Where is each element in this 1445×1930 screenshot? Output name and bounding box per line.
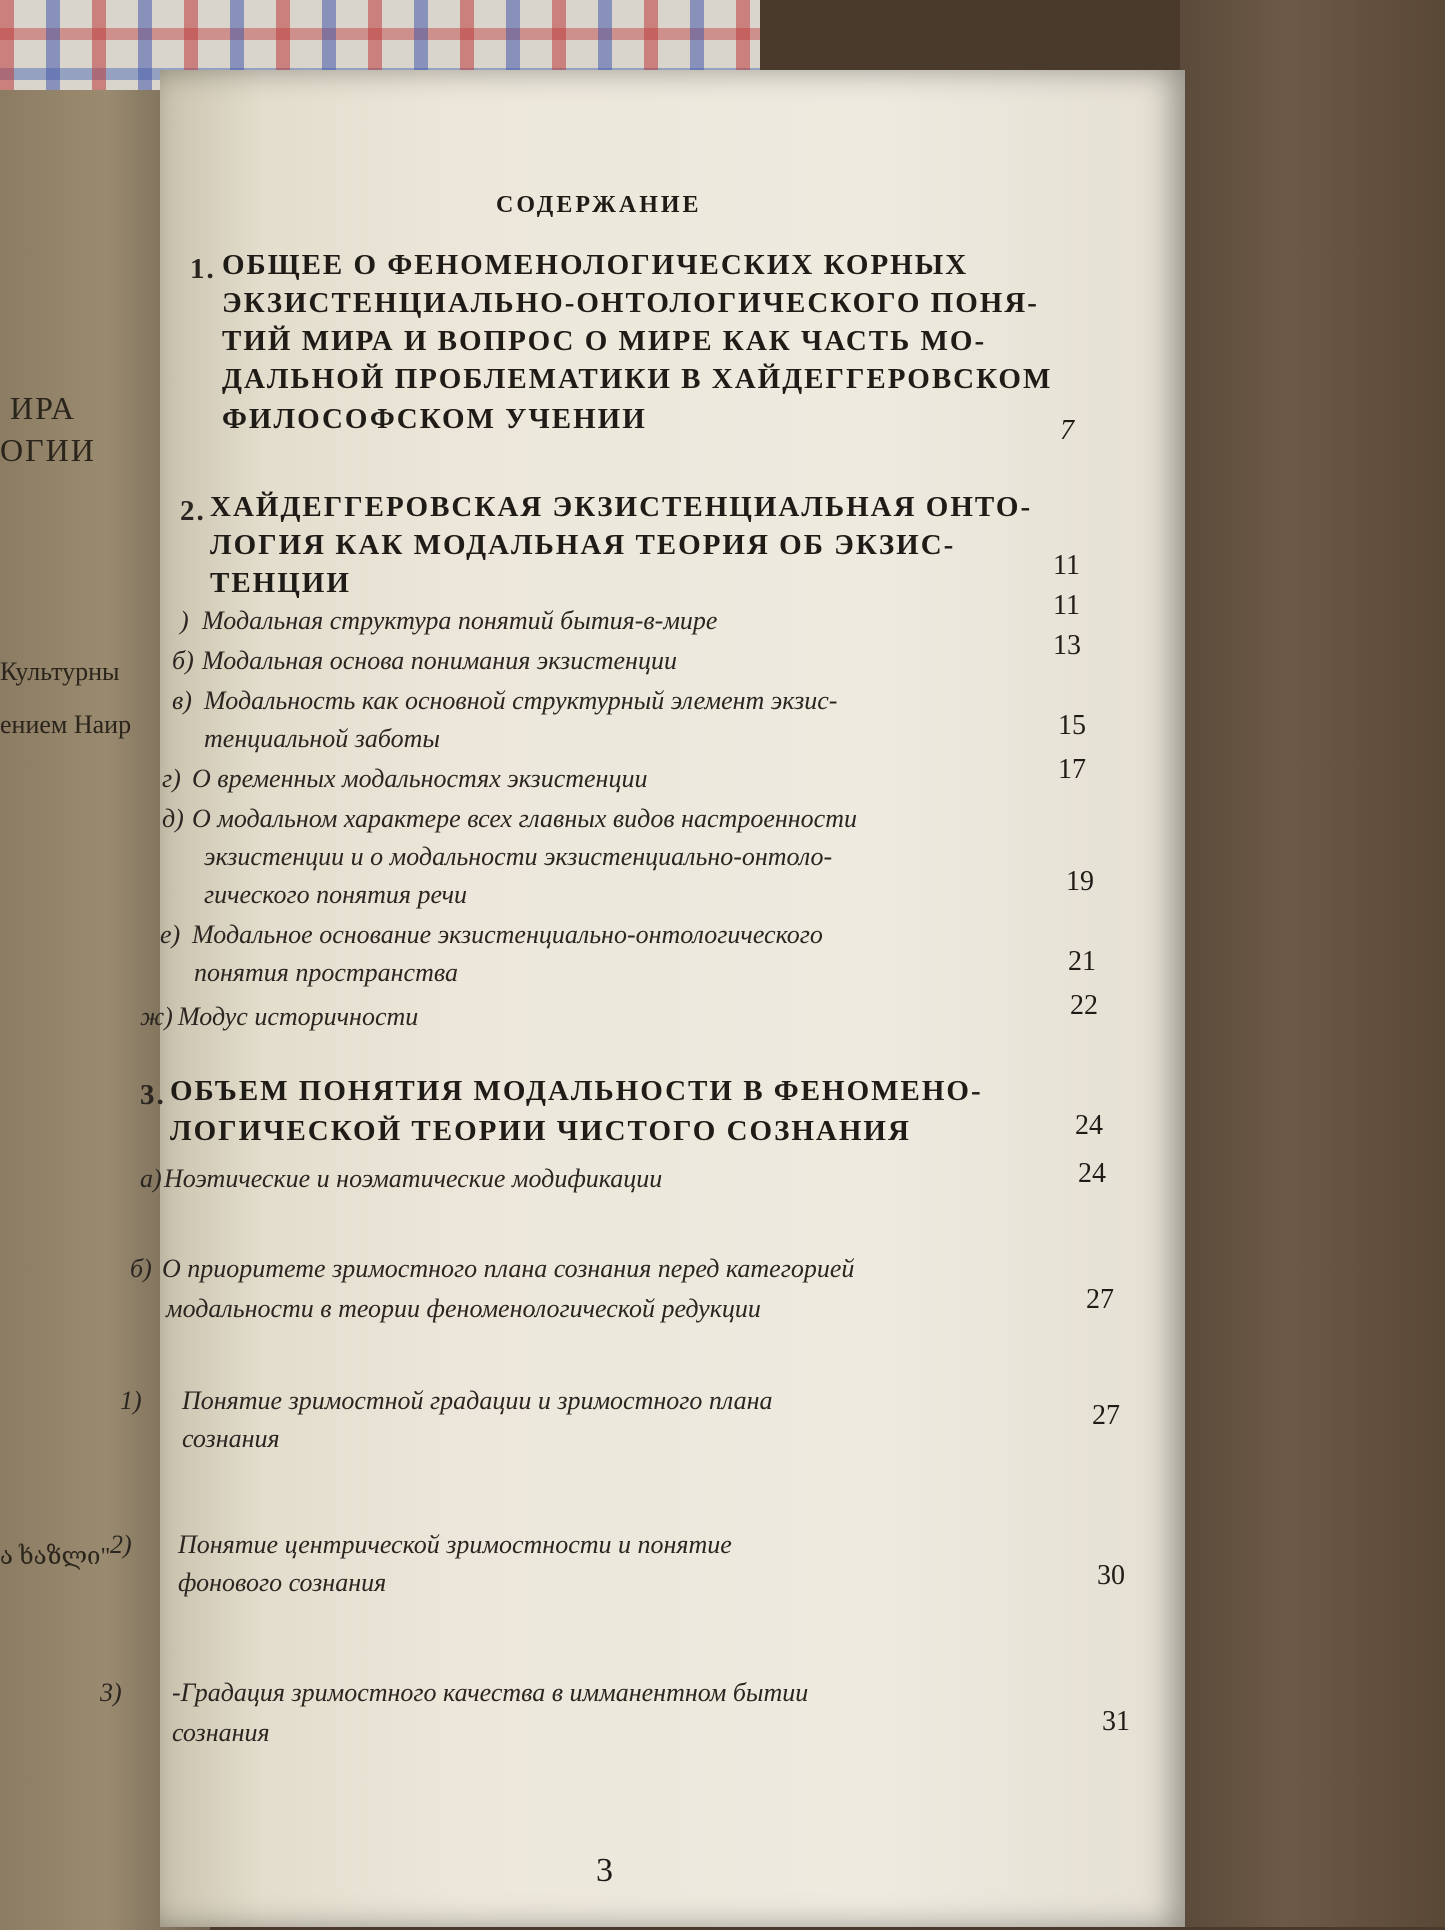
page-number: 11 (1053, 550, 1080, 581)
item-marker: б) (130, 1254, 152, 1283)
page-number: 19 (1066, 866, 1094, 897)
item-marker: а) (140, 1164, 162, 1193)
item-marker: 3) (100, 1678, 122, 1707)
page-number: 11 (1053, 590, 1080, 621)
item-marker: г) (162, 764, 181, 793)
toc-item-line: -Градация зримостного качества в имманентном бытии (172, 1678, 809, 1707)
page-number: 21 (1068, 946, 1096, 977)
toc-item-line: сознания (172, 1718, 270, 1747)
page-number: 22 (1070, 990, 1098, 1021)
toc-page (100, 70, 1185, 1927)
section-marker: 1. (190, 253, 216, 285)
left-page-fragment: ОГИИ (0, 432, 96, 468)
section-marker: 2. (180, 495, 206, 527)
item-marker: е) (160, 920, 181, 949)
section-heading-line: ОБЪЕМ ПОНЯТИЯ МОДАЛЬНОСТИ В ФЕНОМЕНО- (170, 1075, 983, 1107)
toc-item-line: Понятие центрической зримостности и понятие (178, 1530, 732, 1559)
toc-item-line: О приоритете зримостного плана сознания перед категорией (162, 1254, 855, 1283)
toc-item-line: Модальное основание экзистенциально-онтологического (192, 920, 823, 949)
toc-item-line: Модальная основа понимания экзистенции (202, 646, 677, 675)
section-heading-line: ЭКЗИСТЕНЦИАЛЬНО-ОНТОЛОГИЧЕСКОГО ПОНЯ- (222, 287, 1039, 319)
section-heading-line: ТЕНЦИИ (210, 567, 351, 599)
page-number: 13 (1053, 630, 1081, 661)
page-number: 17 (1058, 754, 1086, 785)
toc-item-line: тенциальной заботы (204, 724, 441, 753)
toc-item-line: О временных модальностях экзистенции (192, 764, 648, 793)
toc-item-line: Модальность как основной структурный элемент экзис- (204, 686, 838, 715)
toc-item-line: фонового сознания (178, 1568, 387, 1597)
page-number: 24 (1075, 1110, 1103, 1141)
page-footer-number: 3 (596, 1852, 613, 1889)
toc-item-line: Модальная структура понятий бытия-в-мире (202, 606, 718, 635)
toc-item-line: сознания (182, 1424, 280, 1453)
page-number: 27 (1086, 1284, 1114, 1315)
background-table (1180, 0, 1445, 1927)
section-heading-line: ДАЛЬНОЙ ПРОБЛЕМАТИКИ В ХАЙДЕГГЕРОВСКОМ (222, 363, 1053, 395)
section-heading-line: ТИЙ МИРА И ВОПРОС О МИРЕ КАК ЧАСТЬ МО- (222, 325, 987, 357)
item-marker: ) (180, 606, 189, 635)
page-number: 27 (1092, 1400, 1120, 1431)
section-heading-line: ОБЩЕЕ О ФЕНОМЕНОЛОГИЧЕСКИХ КОРНЫХ (222, 249, 969, 281)
left-page-fragment: ა ხაზლი" (0, 1544, 111, 1570)
toc-item-line: модальности в теории феноменологической редукции (166, 1294, 761, 1323)
left-page-fragment: ИРА (10, 390, 76, 426)
toc-item-line: Модус историчности (178, 1002, 419, 1031)
page-number: 7 (1060, 415, 1074, 446)
toc-item-line: Понятие зримостной градации и зримостного плана (182, 1386, 773, 1415)
section-heading-line: ХАЙДЕГГЕРОВСКАЯ ЭКЗИСТЕНЦИАЛЬНАЯ ОНТО- (210, 491, 1033, 523)
item-marker: в) (172, 686, 192, 715)
page-number: 31 (1102, 1706, 1130, 1737)
item-marker: б) (172, 646, 194, 675)
item-marker: ж) (140, 1002, 173, 1031)
left-page-fragment: Культурны (0, 657, 120, 686)
toc-item-line: понятия пространства (194, 958, 458, 987)
toc-item-line: гического понятия речи (204, 880, 468, 909)
page-number: 15 (1058, 710, 1086, 741)
section-heading-line: ФИЛОСОФСКОМ УЧЕНИИ (222, 403, 647, 435)
section-marker: 3. (140, 1079, 166, 1111)
section-heading-line: ЛОГИЯ КАК МОДАЛЬНАЯ ТЕОРИЯ ОБ ЭКЗИС- (210, 529, 956, 561)
item-marker: 2) (110, 1530, 132, 1559)
left-page-fragment: ением Наир (0, 710, 132, 739)
item-marker: д) (162, 804, 184, 833)
page-number: 30 (1097, 1560, 1125, 1591)
toc-item-line: О модальном характере всех главных видов настроенности (192, 804, 857, 833)
toc-item-line: Ноэтические и ноэматические модификации (164, 1164, 663, 1193)
item-marker: 1) (120, 1386, 142, 1415)
section-heading-line: ЛОГИЧЕСКОЙ ТЕОРИИ ЧИСТОГО СОЗНАНИЯ (170, 1115, 911, 1147)
toc-item-line: экзистенции и о модальности экзистенциально-онтоло- (204, 842, 833, 871)
page-number: 24 (1078, 1158, 1106, 1189)
toc-title: СОДЕРЖАНИЕ (496, 192, 702, 218)
